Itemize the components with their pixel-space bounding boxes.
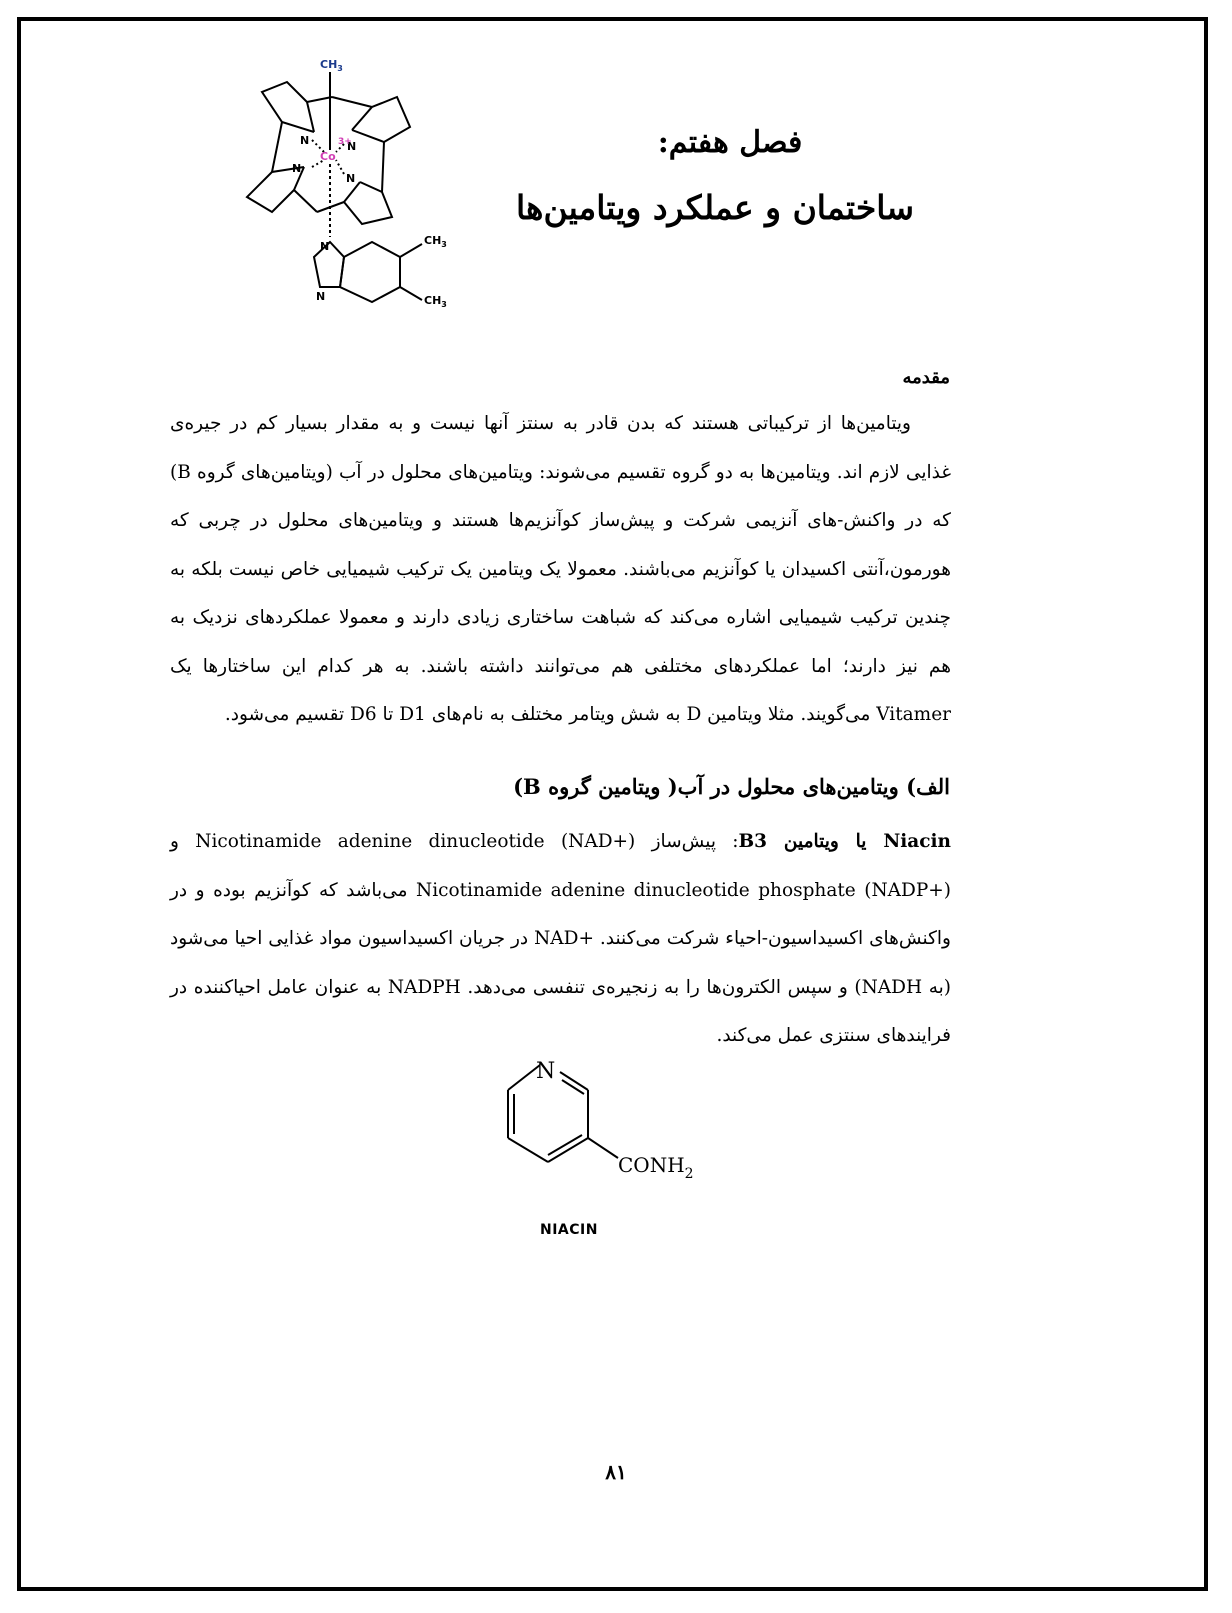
n-label-2: N [347,140,357,153]
niacin-paragraph [170,818,951,1061]
chapter-title-line1: فصل هفتم: [657,125,803,160]
intro-heading: مقدمه [902,367,950,388]
svg-text:CH3: $CH_3$ [424,294,447,309]
cobalt-charge: 3+ [338,137,352,147]
chapter-title [500,125,930,227]
page-number: ۸۱ [605,1460,627,1484]
n-label-1: N [300,134,310,147]
section-a-heading: الف) ویتامین‌های محلول در آب( ویتامین گروه B) [513,774,950,799]
svg-text:CH3: $CH_3$ [424,234,447,249]
niacin-text: : پیش‌ساز (+Nicotinamide adenine dinucleotide (NAD و (+Nicotinamide adenine dinucleotide phosphate (NADP می‌باشد که کوآنزیم بوده و در واکنش‌های اکسیداسیون-احیاء شرکت می‌کنند. +NAD در جریان اکسیداسیون مواد غذایی احیا می‌شود (به NADH) و سپس الکترون‌ها را به زنجیره‌ی تنفسی می‌دهد. NADPH به عنوان عامل احیاکننده در فرایندهای سنتزی عمل می‌کند. [170,831,951,1046]
cobalt-label: Co [320,150,336,163]
niacin-bold-label: Niacin یا ویتامین B3 [738,831,951,852]
ch3-right-2-label: CH [424,294,442,307]
niacin-paragraph-body [170,818,951,1061]
n-label-3: N [292,162,302,175]
intro-paragraph [170,400,951,740]
niacin-structure-figure [500,1050,730,1200]
ch3-right-1-label: CH [424,234,442,247]
ch3-top-label: CH [320,58,338,71]
n-label-4: N [346,172,356,185]
svg-text:CH3: $CH_3$ [320,58,343,73]
niacin-caption: NIACIN [540,1222,598,1238]
niacin-group-subscript: 2 [684,1166,694,1182]
cobalamin-structure-figure [232,52,472,322]
niacin-n-label: N [536,1059,556,1084]
n-label-6: N [316,290,326,303]
chapter-title-line2: ساختمان و عملکرد ویتامین‌ها [516,188,914,227]
n-label-5: N [320,240,330,253]
intro-paragraph-text: ویتامین‌ها از ترکیباتی هستند که بدن قادر به سنتز آنها نیست و به مقدار بسیار کم در جیره‌ی غذایی لازم اند. ویتامین‌ها به دو گروه تقسیم می‌شوند: ویتامین‌های محلول در آب (ویتامین‌های گروه B) که در واکنش-های آنزیمی شرکت و پیش‌ساز کوآنزیم‌ها هستند و ویتامین‌های محلول در چربی که هورمون،آنتی اکسیدان یا کوآنزیم می‌باشند. معمولا یک ویتامین یک ترکیب شیمیایی خاص نیست بلکه به چندین ترکیب شیمیایی اشاره می‌کند که شباهت ساختاری زیادی دارند و معمولا عملکردهای نزدیک به هم نیز دارند؛ اما عملکردهای مختلفی هم می‌توانند داشته باشند. به هر کدام این ساختارها یک Vitamer می‌گویند. مثلا ویتامین D به شش ویتامر مختلف به نام‌های D1 تا D6 تقسیم می‌شود. [170,413,951,725]
niacin-group-label: CONH [618,1153,685,1177]
page-border [17,17,1208,1591]
svg-text:CONH2 [618,1153,694,1182]
